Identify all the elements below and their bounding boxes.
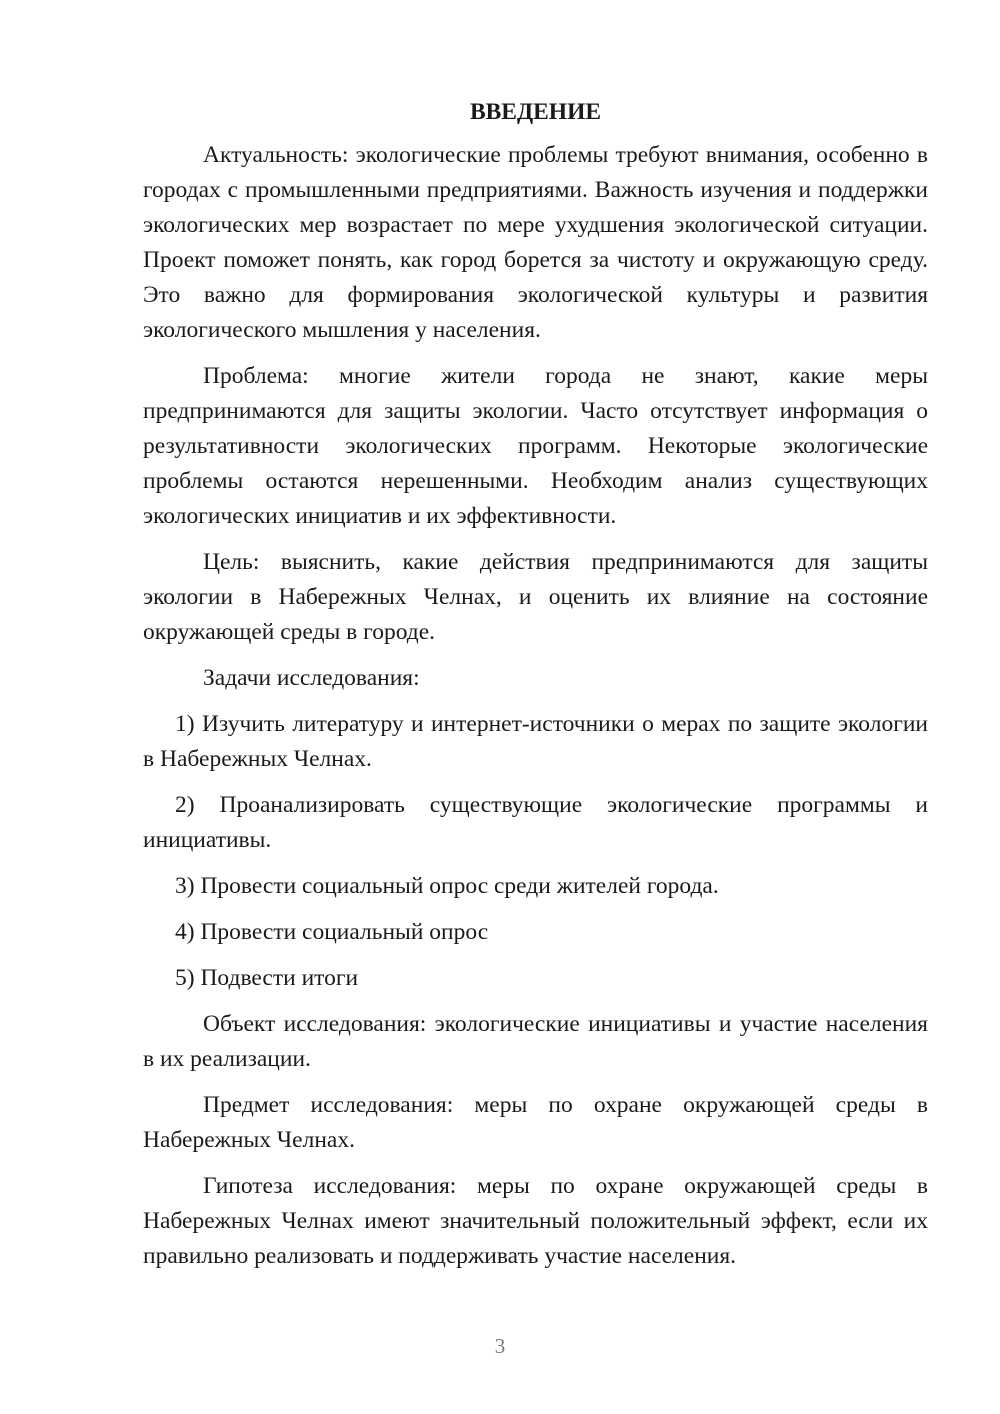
hypothesis-paragraph: Гипотеза исследования: меры по охране окружающей среды в Набережных Челнах имеют значительный положительный эффект, если их правильно реализовать и поддерживать участие населения.: [143, 1173, 928, 1269]
section-title: ВВЕДЕНИЕ: [469, 99, 602, 125]
task-item-2: 2) Проанализировать существующие экологические программы и инициативы.: [143, 792, 928, 853]
problem-paragraph: Проблема: многие жители города не знают, какие меры предпринимаются для защиты экологии. Часто отсутствует информация о результативности экологических программ. Некоторые экологические проблемы остаются нерешенными. Необходим анализ существующих экологических инициатив и их эффективности.: [143, 363, 928, 529]
task-item-1: 1) Изучить литературу и интернет-источники о мерах по защите экологии в Набережных Челнах.: [143, 711, 928, 772]
document-body: [143, 95, 928, 1285]
object-paragraph: Объект исследования: экологические инициативы и участие населения в их реализации.: [143, 1011, 928, 1072]
subject-paragraph: Предмет исследования: меры по охране окружающей среды в Набережных Челнах.: [143, 1092, 928, 1153]
page-number: 3: [494, 1334, 506, 1358]
task-item-3: 3) Провести социальный опрос среди жителей города.: [175, 873, 719, 899]
task-item-4: 4) Провести социальный опрос: [175, 919, 489, 945]
tasks-heading: Задачи исследования:: [203, 665, 420, 691]
task-item-5: 5) Подвести итоги: [175, 965, 359, 991]
relevance-paragraph: Актуальность: экологические проблемы требуют внимания, особенно в городах с промышленными предприятиями. Важность изучения и поддержки экологических мер возрастает по мере ухудшения экологической ситуации. Проект поможет понять, как город борется за чистоту и окружающую среду. Это важно для формирования экологической культуры и развития экологического мышления у населения.: [143, 142, 928, 343]
goal-paragraph: Цель: выяснить, какие действия предпринимаются для защиты экологии в Набережных Челнах, и оценить их влияние на состояние окружающей среды в городе.: [143, 549, 928, 645]
